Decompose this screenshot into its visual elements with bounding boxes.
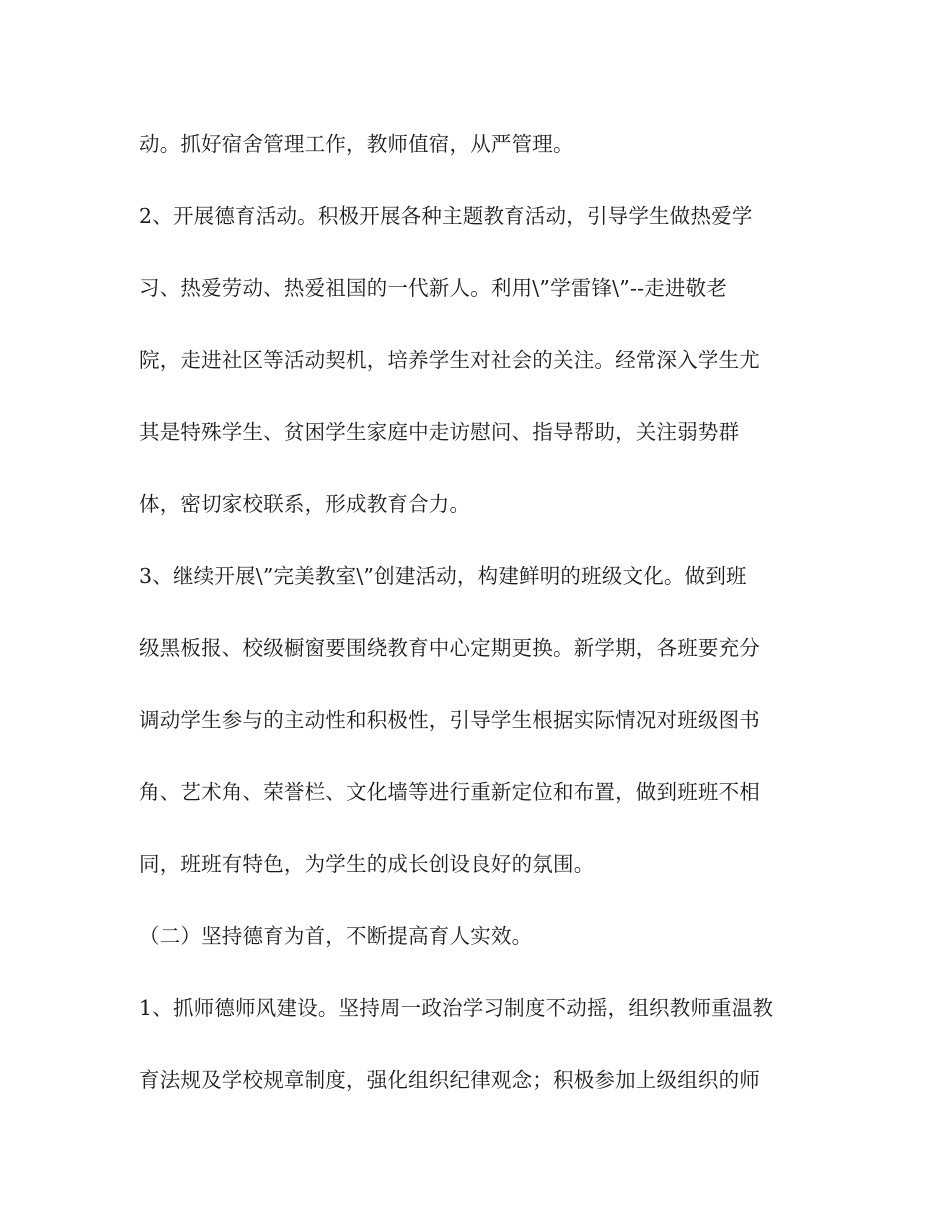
text-line: 同，班班有特色，为学生的成长创设良好的氛围。: [139, 852, 595, 876]
text-line: 调动学生参与的主动性和积极性，引导学生根据实际情况对班级图书: [139, 708, 760, 732]
text-line: 动。抓好宿舍管理工作，教师值宿，从严管理。: [139, 132, 574, 156]
text-line: 其是特殊学生、贫困学生家庭中走访慰问、指导帮助，关注弱势群: [139, 420, 740, 444]
text-line: 习、热爱劳动、热爱祖国的一代新人。利用\”学雷锋\”--走进敬老: [139, 276, 728, 300]
section-heading: （二）坚持德育为首，不断提高育人实效。: [139, 924, 533, 948]
text-line: 级黑板报、校级橱窗要围绕教育中心定期更换。新学期，各班要充分: [139, 636, 760, 660]
text-line: 角、艺术角、荣誉栏、文化墙等进行重新定位和布置，做到班班不相: [139, 780, 760, 804]
text-line: 2、开展德育活动。积极开展各种主题教育活动，引导学生做热爱学: [139, 204, 753, 228]
text-line: 院，走进社区等活动契机，培养学生对社会的关注。经常深入学生尤: [139, 348, 760, 372]
text-line: 育法规及学校规章制度，强化组织纪律观念；积极参加上级组织的师: [139, 1068, 760, 1092]
text-line: 3、继续开展\”完美教室\”创建活动，构建鲜明的班级文化。做到班: [139, 564, 747, 588]
text-line: 1、抓师德师风建设。坚持周一政治学习制度不动摇，组织教师重温教: [139, 996, 774, 1020]
text-line: 体，密切家校联系，形成教育合力。: [139, 492, 471, 516]
